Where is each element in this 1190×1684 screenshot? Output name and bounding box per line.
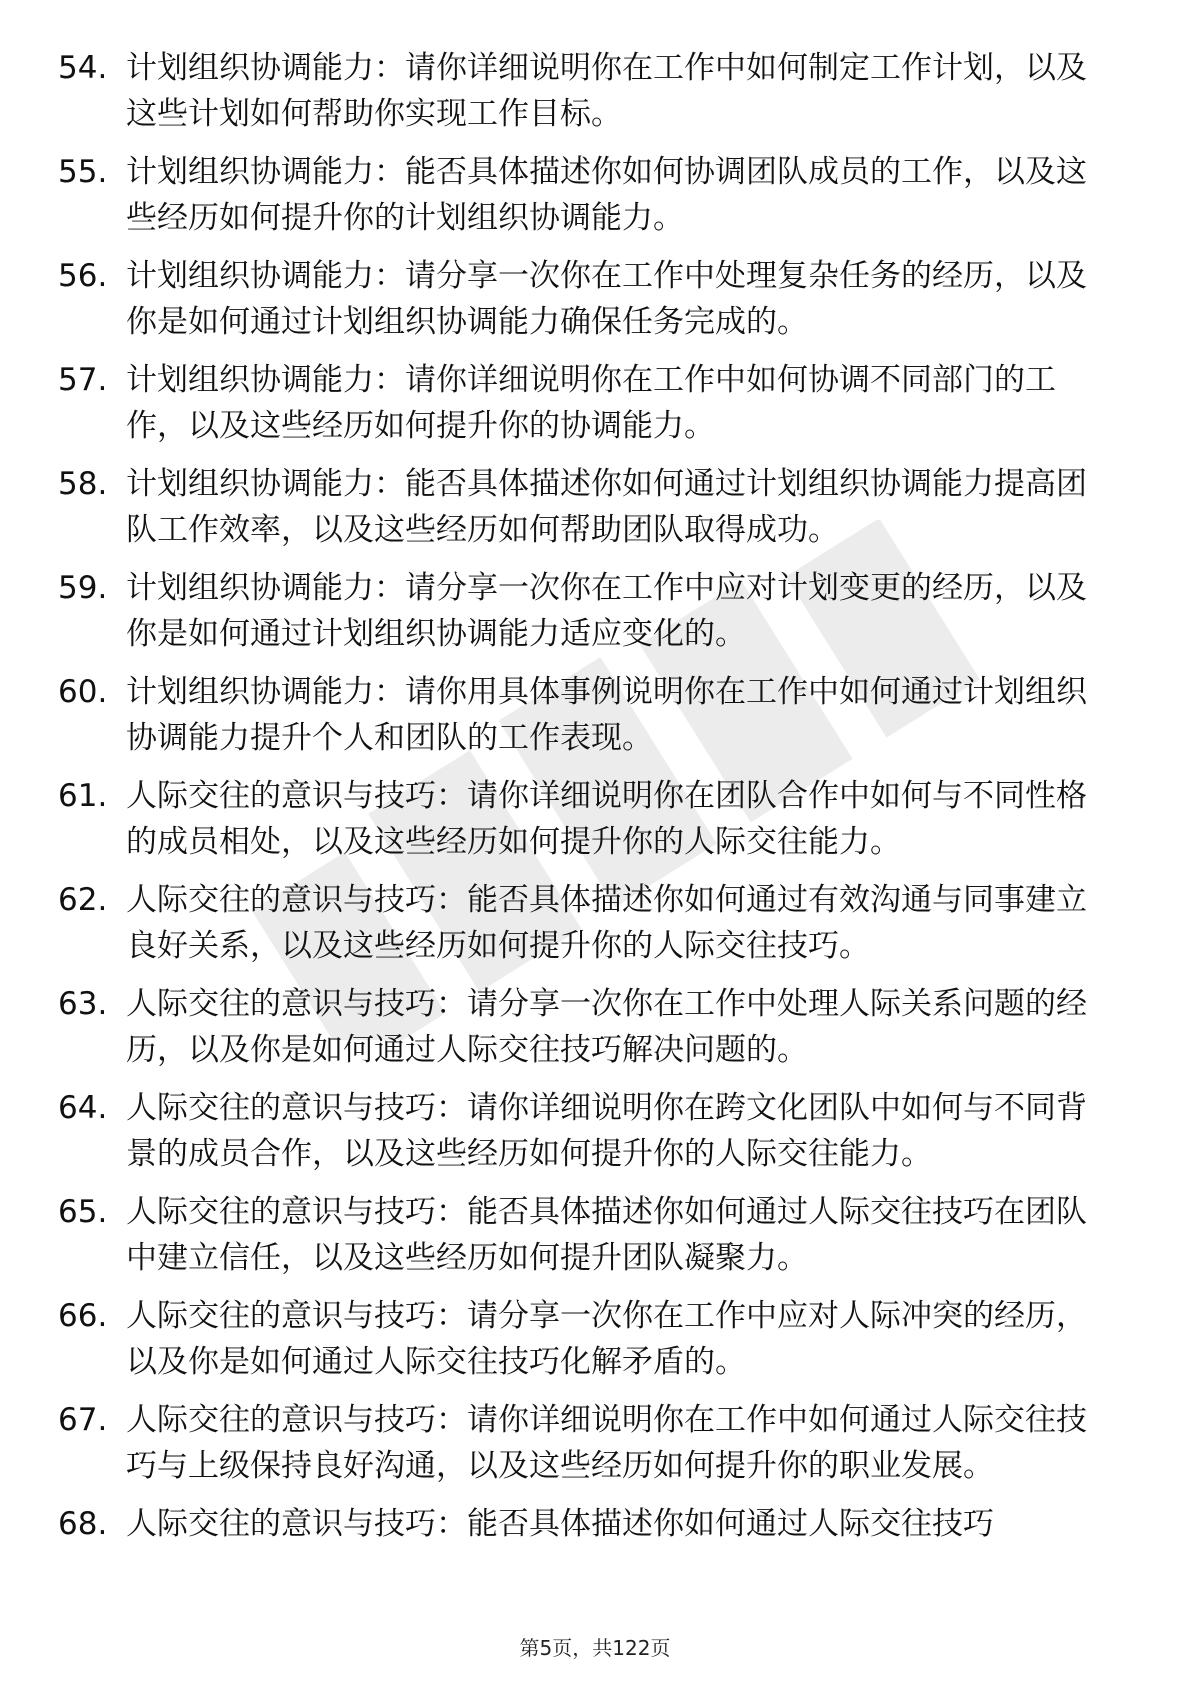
list-item bbox=[0, 1294, 1190, 1385]
question-text: 计划组织协调能力：请你详细说明你在工作中如何协调不同部门的工作，以及这些经历如何提升你的协调能力。 bbox=[126, 362, 1056, 444]
list-item bbox=[0, 46, 1190, 137]
list-item bbox=[0, 1086, 1190, 1177]
question-text: 计划组织协调能力：能否具体描述你如何通过计划组织协调能力提高团队工作效率，以及这些经历如何帮助团队取得成功。 bbox=[126, 466, 1087, 548]
list-item bbox=[0, 670, 1190, 761]
list-item bbox=[0, 1398, 1190, 1489]
question-number: 64. bbox=[58, 1090, 108, 1126]
list-item bbox=[0, 462, 1190, 553]
question-text: 人际交往的意识与技巧：请你详细说明你在团队合作中如何与不同性格的成员相处，以及这些经历如何提升你的人际交往能力。 bbox=[126, 778, 1087, 860]
question-text: 人际交往的意识与技巧：能否具体描述你如何通过有效沟通与同事建立良好关系，以及这些经历如何提升你的人际交往技巧。 bbox=[126, 882, 1087, 964]
list-item bbox=[0, 982, 1190, 1073]
question-text: 人际交往的意识与技巧：请分享一次你在工作中应对人际冲突的经历，以及你是如何通过人际交往技巧化解矛盾的。 bbox=[126, 1298, 1087, 1380]
question-number: 62. bbox=[58, 882, 108, 918]
question-number: 58. bbox=[58, 466, 108, 502]
question-list bbox=[0, 46, 1190, 1561]
question-text: 计划组织协调能力：请分享一次你在工作中处理复杂任务的经历，以及你是如何通过计划组织协调能力确保任务完成的。 bbox=[126, 258, 1087, 340]
list-item bbox=[0, 1190, 1190, 1281]
question-text: 计划组织协调能力：请分享一次你在工作中应对计划变更的经历，以及你是如何通过计划组织协调能力适应变化的。 bbox=[126, 570, 1087, 652]
question-text: 计划组织协调能力：能否具体描述你如何协调团队成员的工作，以及这些经历如何提升你的计划组织协调能力。 bbox=[126, 154, 1087, 236]
page-footer: 第5页，共122页 bbox=[519, 1636, 671, 1660]
question-text: 人际交往的意识与技巧：请你详细说明你在工作中如何通过人际交往技巧与上级保持良好沟通，以及这些经历如何提升你的职业发展。 bbox=[126, 1402, 1087, 1484]
question-number: 60. bbox=[58, 674, 108, 710]
question-number: 57. bbox=[58, 362, 108, 398]
list-item bbox=[0, 150, 1190, 241]
list-item bbox=[0, 878, 1190, 969]
question-text: 人际交往的意识与技巧：请你详细说明你在跨文化团队中如何与不同背景的成员合作，以及这些经历如何提升你的人际交往能力。 bbox=[126, 1090, 1087, 1172]
question-text: 人际交往的意识与技巧：请分享一次你在工作中处理人际关系问题的经历，以及你是如何通过人际交往技巧解决问题的。 bbox=[126, 986, 1087, 1068]
question-number: 61. bbox=[58, 778, 108, 814]
question-text: 人际交往的意识与技巧：能否具体描述你如何通过人际交往技巧在团队中建立信任，以及这些经历如何提升团队凝聚力。 bbox=[126, 1194, 1087, 1276]
question-text: 计划组织协调能力：请你详细说明你在工作中如何制定工作计划，以及这些计划如何帮助你实现工作目标。 bbox=[126, 50, 1087, 132]
list-item bbox=[0, 566, 1190, 657]
question-number: 56. bbox=[58, 258, 108, 294]
question-number: 67. bbox=[58, 1402, 108, 1438]
question-number: 59. bbox=[58, 570, 108, 606]
list-item bbox=[0, 254, 1190, 345]
list-item bbox=[0, 358, 1190, 449]
list-item bbox=[0, 774, 1190, 865]
question-number: 66. bbox=[58, 1298, 108, 1334]
question-text: 人际交往的意识与技巧：能否具体描述你如何通过人际交往技巧 bbox=[126, 1506, 994, 1542]
question-text: 计划组织协调能力：请你用具体事例说明你在工作中如何通过计划组织协调能力提升个人和团队的工作表现。 bbox=[126, 674, 1087, 756]
question-number: 55. bbox=[58, 154, 108, 190]
list-item bbox=[0, 1502, 1190, 1548]
question-number: 65. bbox=[58, 1194, 108, 1230]
question-number: 54. bbox=[58, 50, 108, 86]
question-number: 63. bbox=[58, 986, 108, 1022]
question-number: 68. bbox=[58, 1506, 108, 1542]
